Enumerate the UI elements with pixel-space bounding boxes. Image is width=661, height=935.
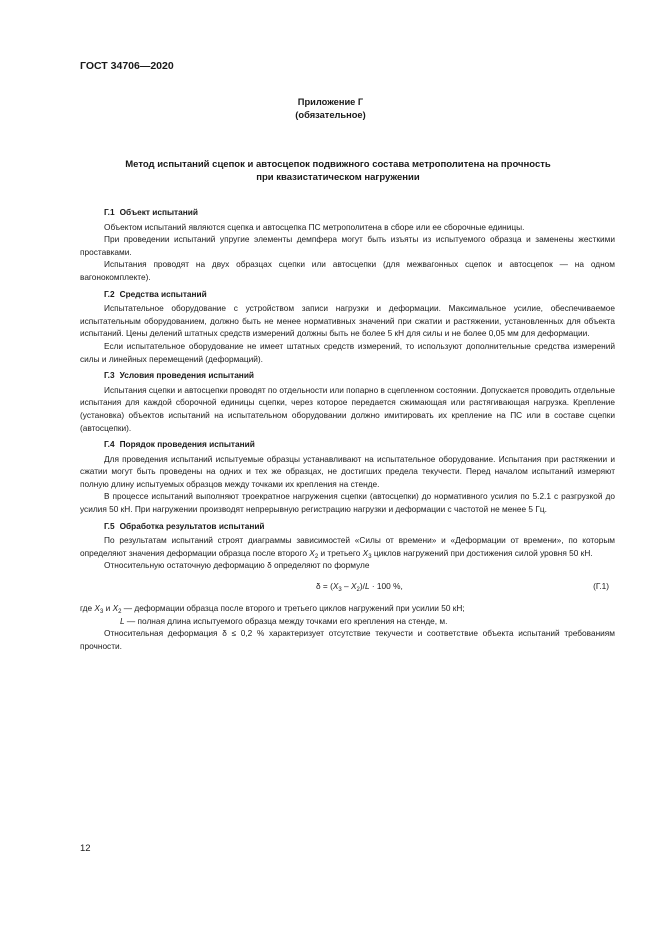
- section-heading-5: [80, 520, 615, 533]
- section-number: Г.3: [104, 370, 115, 381]
- paragraph: Если испытательное оборудование не имеет штатных средств измерений, то используют дополнительные средства измерений силы и линейных перемещений (деформаций).: [80, 340, 615, 364]
- legend-line-2: L — полная длина испытуемого образца между точками его крепления на стенде, м.: [120, 615, 448, 626]
- appendix-title: Приложение Г: [297, 97, 364, 107]
- document-title-line-2: при квазистатическом нагружении: [256, 172, 420, 183]
- section-heading-3: [80, 369, 615, 382]
- paragraph: В процессе испытаний выполняют троекратное нагружения сцепки (автосцепки) до нормативного усилия по 5.2.1 с разгрузкой до усилия 50 кН. При нагружении производят непрерывную регистрацию нагрузки и деформации с частотой не менее 5 Гц.: [80, 491, 615, 515]
- section-number: Г.4: [104, 439, 115, 450]
- paragraph: Испытания сцепки и автосцепки проводят по отдельности или попарно в сцепленном состоянии. Допускается проводить отдельные испытания для каждой сборочной единицы сцепки, через которое передается сжимающая или растягивающая нагрузка. Крепление (установка) объектов испытаний на испытательном оборудовании должно имитировать их крепление на ПС или в составе сцепки (автосцепки).: [80, 384, 615, 433]
- section-title: Средства испытаний: [119, 288, 207, 299]
- section-heading-2: [80, 288, 615, 301]
- document-title-line-1: Метод испытаний сцепок и автосцепок подвижного состава метрополитена на прочность: [125, 159, 551, 170]
- section-number: Г.5: [104, 520, 115, 531]
- section-heading-4: [80, 438, 615, 451]
- page-number: 12: [80, 843, 91, 854]
- formula-legend: [80, 602, 615, 627]
- conclusion-paragraph: Относительная деформация δ ≤ 0,2 % характеризует отсутствие текучести и соответствие объекта испытаний требованиям прочности.: [80, 628, 615, 651]
- section-title: Объект испытаний: [119, 207, 198, 217]
- paragraph: При проведении испытаний упругие элементы демпфера могут быть изъяты из испытуемого образца и заменены жесткими проставками.: [80, 234, 615, 257]
- paragraph: Относительную остаточную деформацию δ определяют по формуле: [104, 560, 370, 571]
- document-body: [80, 206, 615, 652]
- paragraph: По результатам испытаний строят диаграммы зависимостей «Силы от времени» и «Деформации от времени», по которым определяют значения деформации образца после второго $X_2$ и третьего $X_3$ циклов нагружений при достижения силой уровня 50 кН.: [80, 535, 615, 560]
- formula: [80, 580, 615, 594]
- paragraph: Испытательное оборудование с устройством записи нагрузки и деформации. Максимальное усилие, обеспечиваемое испытательным оборудованием, должно быть не менее нормативных значений при сжатии и растяжении, установленных для объекта испытаний. Цены делений штатных средств измерений должны быть не более 5 кН для силы и не более 0,05 мм для деформации.: [80, 303, 615, 339]
- section-title: Обработка результатов испытаний: [119, 520, 265, 531]
- paragraph: Для проведения испытаний испытуемые образцы устанавливают на испытательное оборудование. Испытания при растяжении и сжатии могут быть проведены на одних и тех же образцах, не достигших предела текучести. Перед началом испытаний измеряют полную длину испытуемых образцов между точками их крепления на стенде.: [80, 453, 615, 489]
- document-title: [60, 158, 616, 184]
- standard-header: ГОСТ 34706—2020: [80, 60, 174, 72]
- section-number: Г.2: [104, 288, 115, 299]
- section-number: Г.1: [104, 207, 115, 217]
- formula-number: (Г.1): [593, 581, 609, 592]
- paragraph: Испытания проводят на двух образцах сцепки или автосцепки (для межвагонных сцепок и автосцепок — на одном вагонокомплекте).: [80, 259, 615, 282]
- section-heading-1: [80, 206, 615, 219]
- legend-line-1: где $X_3$ и $X_2$ — деформации образца после второго и третьего циклов нагружений при усилии 50 кН;: [80, 603, 465, 616]
- appendix-status: (обязательное): [295, 110, 366, 120]
- section-title: Условия проведения испытаний: [119, 370, 255, 381]
- section-title: Порядок проведения испытаний: [119, 439, 255, 450]
- formula-expression: $\delta = (X_3 - X_2)/L \cdot 100$ %,: [316, 581, 403, 594]
- paragraph: Объектом испытаний являются сцепка и автосцепка ПС метрополитена в сборе или ее сборочные единицы.: [104, 221, 525, 232]
